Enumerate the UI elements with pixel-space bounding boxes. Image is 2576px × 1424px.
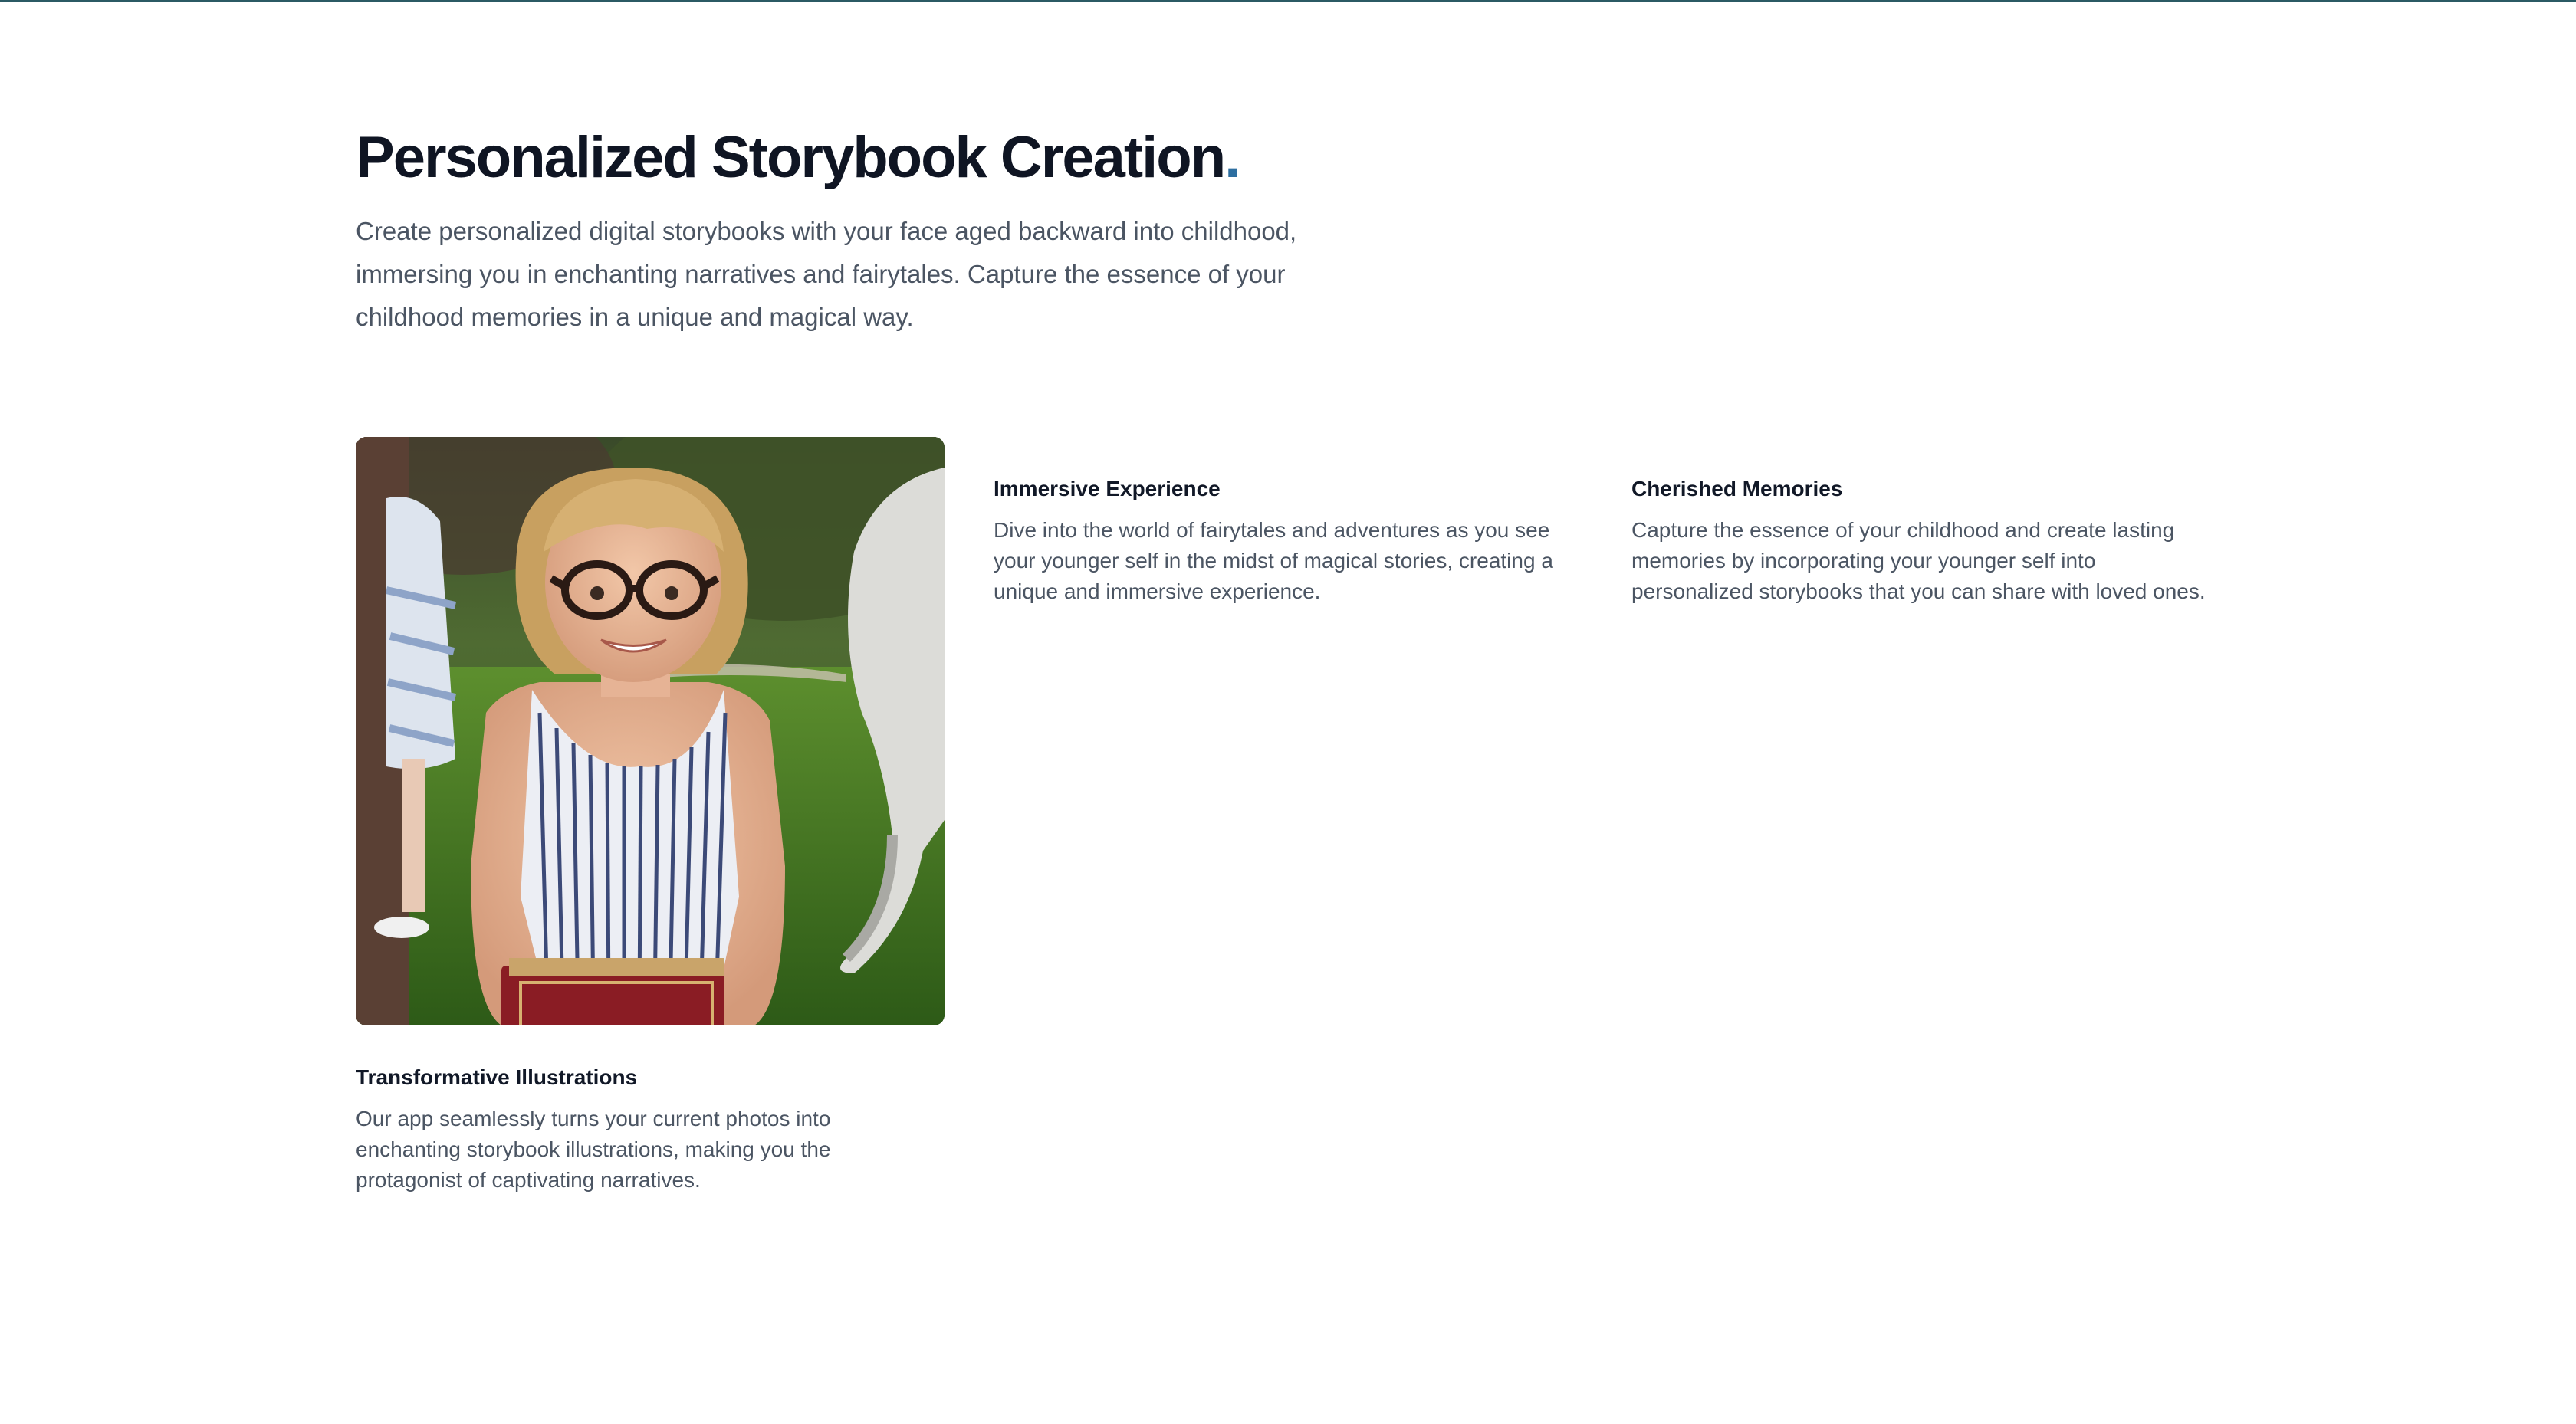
title-accent-dot: . [1224,125,1240,190]
feature-description: Dive into the world of fairytales and adventures as you see your younger self in the midst of magical stories, creating a unique and immersive experience. [994,518,1553,603]
feature-description: Capture the essence of your childhood and create lasting memories by incorporating your younger self into personalized storybooks that you can share with loved ones. [1631,518,2206,603]
top-border [0,0,2576,2]
feature-transformative-illustrations [356,1062,938,1196]
feature-title: Immersive Experience [994,477,1221,500]
hero-description: Create personalized digital storybooks with your face aged backward into childhood, immersing you in enchanting narratives and fairytales. Capture the essence of your childhood memories in a unique and magical way. [356,217,1297,331]
feature-title: Cherished Memories [1631,477,1843,500]
feature-cherished-memories [1631,474,2214,607]
page-title [356,123,1352,193]
hero-section [356,123,1352,339]
page-title-text: Personalized Storybook Creation [356,125,1225,190]
feature-description: Our app seamlessly turns your current photos into enchanting storybook illustrations, making you the protagonist of captivating narratives. [356,1107,831,1192]
feature-immersive-experience [994,474,1592,607]
feature-photo [356,437,945,1025]
feature-title: Transformative Illustrations [356,1065,638,1089]
